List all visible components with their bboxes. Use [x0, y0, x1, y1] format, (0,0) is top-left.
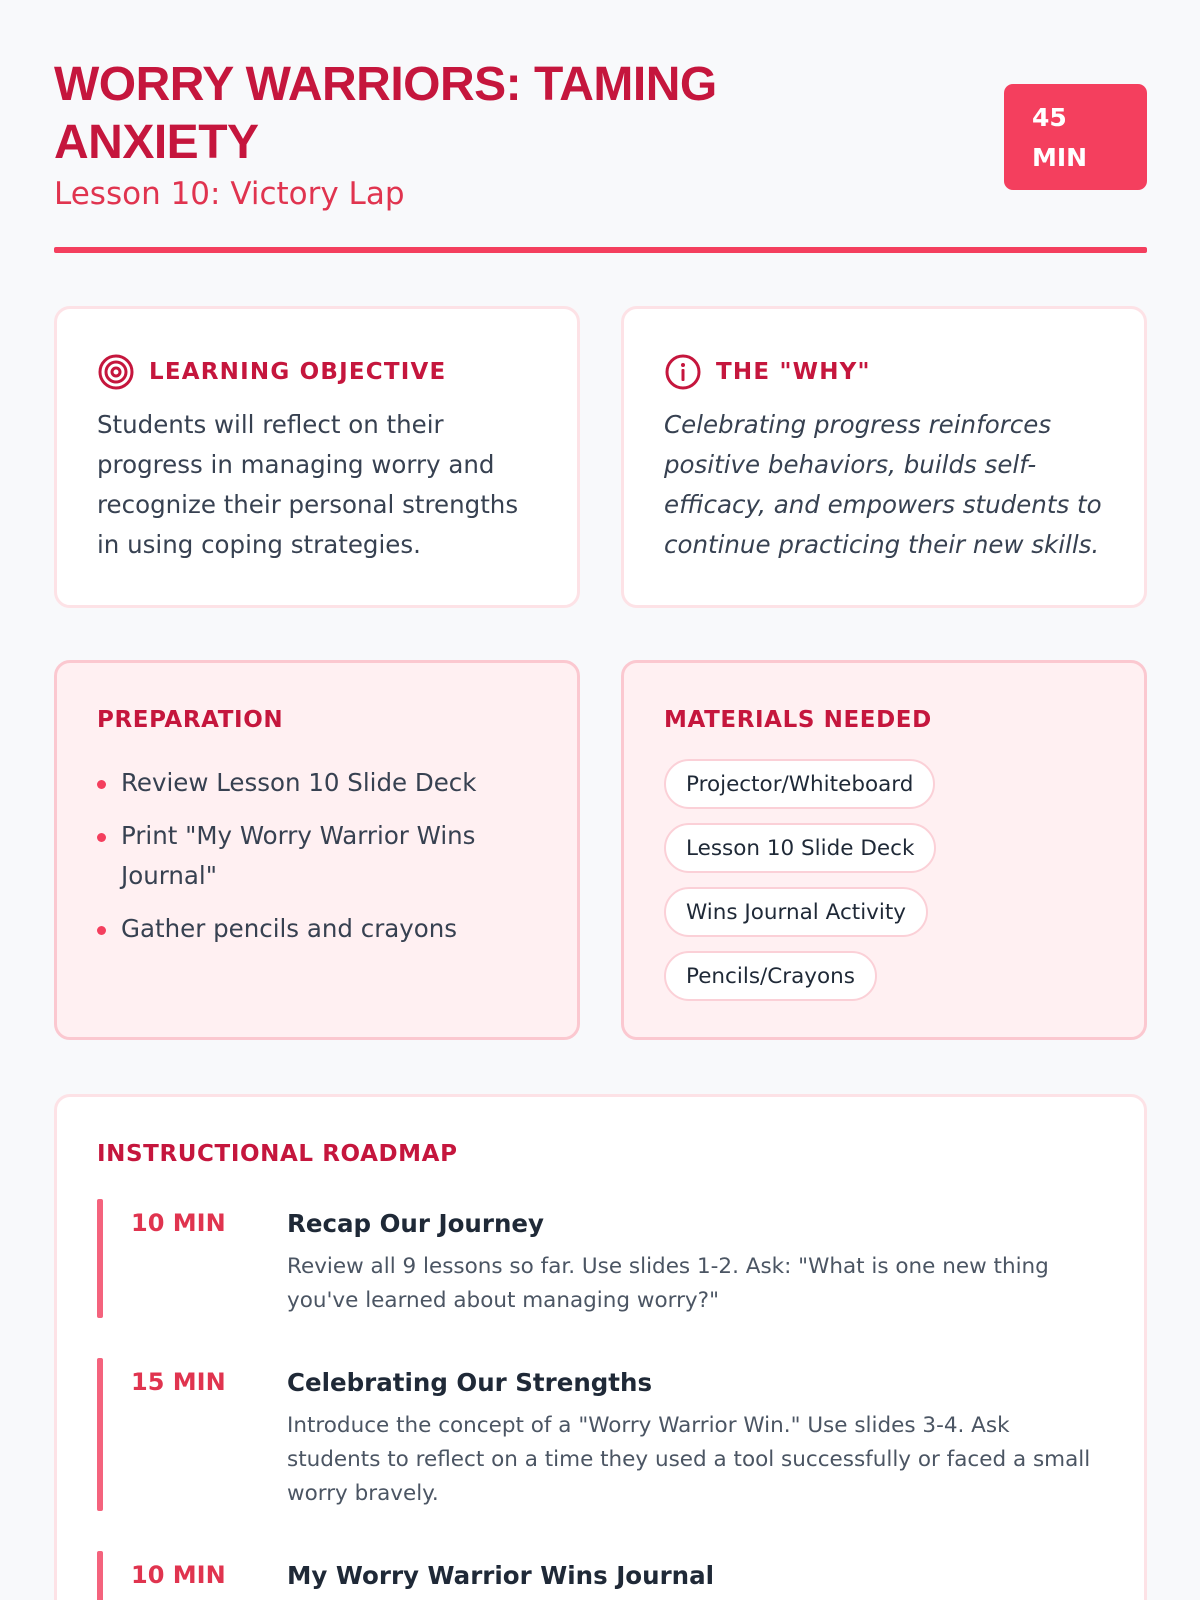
duration-badge [1004, 84, 1147, 190]
preparation-item: Gather pencils and crayons [97, 909, 537, 949]
step-title: Recap Our Journey [287, 1209, 544, 1238]
why-header [664, 353, 871, 391]
duration-number: 45 [1032, 103, 1067, 132]
material-chip: Projector/Whiteboard [664, 759, 935, 809]
roadmap-steps [97, 1199, 1107, 1600]
step-title: Celebrating Our Strengths [287, 1368, 653, 1397]
header-divider [54, 247, 1147, 253]
lesson-header [54, 52, 1147, 252]
bullet-dot-icon [97, 926, 106, 935]
lesson-plan-page [54, 0, 1147, 1600]
roadmap-step [97, 1199, 1107, 1318]
step-content [287, 1199, 1107, 1318]
duration-unit: MIN [1032, 143, 1088, 172]
preparation-item: Print "My Worry Warrior Wins Journal" [97, 816, 537, 896]
preparation-heading: PREPARATION [97, 707, 284, 733]
material-chip: Lesson 10 Slide Deck [664, 823, 936, 873]
preparation-item: Review Lesson 10 Slide Deck [97, 763, 537, 803]
step-accent-bar [97, 1358, 103, 1511]
materials-list [664, 759, 936, 1015]
step-description: Introduce the concept of a "Worry Warrior Win." Use slides 3-4. Ask students to reflect on a time they used a tool successfully or faced a small worry bravely. [287, 1413, 1091, 1506]
roadmap-step [97, 1358, 1107, 1511]
preparation-card [54, 660, 580, 1040]
learning-objective-text: Students will reflect on their progress in managing worry and recognize their personal strengths in using coping strategies. [97, 410, 519, 559]
info-icon [664, 353, 702, 391]
target-icon [97, 353, 135, 391]
materials-heading: MATERIALS NEEDED [664, 707, 932, 733]
step-description: Review all 9 lessons so far. Use slides 1-2. Ask: "What is one new thing you've learned about managing worry?" [287, 1254, 1049, 1313]
why-heading: THE "WHY" [716, 359, 871, 385]
materials-card [621, 660, 1147, 1040]
step-accent-bar [97, 1199, 103, 1318]
preparation-list [97, 763, 537, 962]
learning-objective-card [54, 306, 580, 608]
step-title: My Worry Warrior Wins Journal [287, 1561, 715, 1590]
lesson-subtitle: Lesson 10: Victory Lap [54, 176, 405, 212]
learning-objective-heading: LEARNING OBJECTIVE [149, 359, 447, 385]
roadmap-card [54, 1094, 1147, 1600]
material-chip: Pencils/Crayons [664, 951, 877, 1001]
lesson-title: WORRY WARRIORS: TAMING ANXIETY [54, 58, 717, 169]
learning-objective-header [97, 353, 446, 391]
why-text: Celebrating progress reinforces positive behaviors, builds self-efficacy, and empowers students to continue practicing their new skills. [664, 410, 1102, 559]
step-accent-bar [97, 1551, 103, 1600]
step-time: 15 MIN [131, 1368, 226, 1396]
step-content [287, 1551, 1107, 1600]
step-time: 10 MIN [131, 1561, 226, 1589]
why-card [621, 306, 1147, 608]
bullet-dot-icon [97, 780, 106, 789]
step-time: 10 MIN [131, 1209, 226, 1237]
bullet-dot-icon [97, 833, 106, 842]
roadmap-heading: INSTRUCTIONAL ROADMAP [97, 1141, 458, 1167]
material-chip: Wins Journal Activity [664, 887, 928, 937]
roadmap-step [97, 1551, 1107, 1600]
step-content [287, 1358, 1107, 1511]
